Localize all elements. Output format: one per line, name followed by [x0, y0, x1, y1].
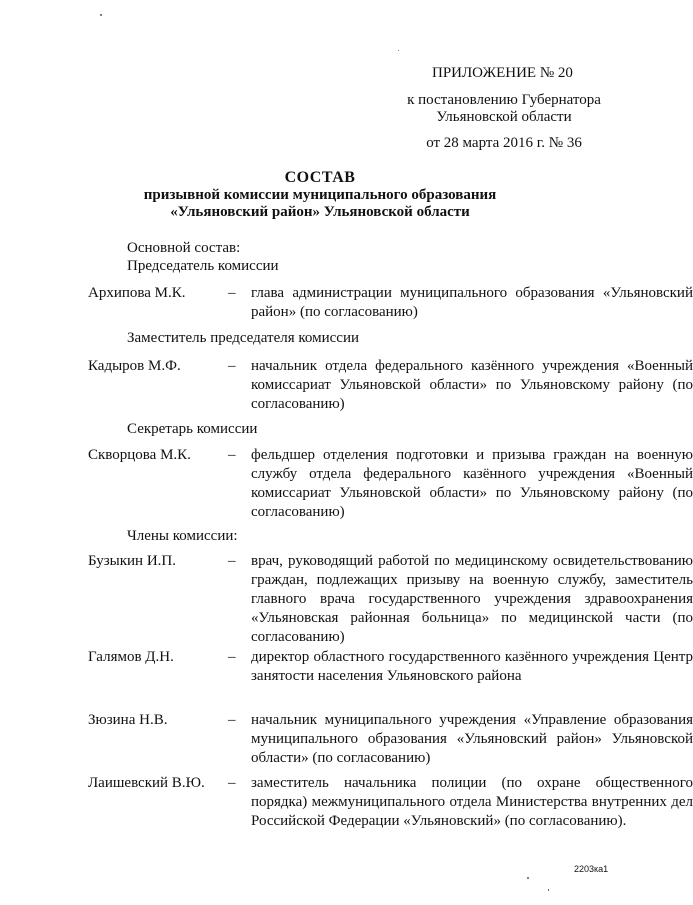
member-dash: – — [228, 285, 236, 301]
member-name: Архипова М.К. — [88, 285, 186, 301]
document-subtitle-1: призывной комиссии муниципального образования — [143, 187, 497, 203]
document-subtitle-2: «Ульяновский район» Ульяновской области — [170, 204, 470, 220]
scan-speck — [527, 877, 529, 879]
section-secretary: Секретарь комиссии — [127, 421, 258, 437]
member-description: глава администрации муниципального образования «Ульяновский район» (по согласованию) — [251, 285, 693, 320]
member-description: начальник отдела федерального казённого учреждения «Военный комиссариат Ульяновской области» по Ульяновскому району (по согласованию) — [251, 358, 693, 412]
member-description: директор областного государственного казённого учреждения Центр занятости населения Ульяновского района — [251, 649, 693, 684]
member-name: Кадыров М.Ф. — [88, 358, 181, 374]
decree-line1: к постановлению Губернатора — [407, 92, 601, 108]
member-dash: – — [228, 358, 236, 374]
document-title: СОСТАВ — [284, 169, 356, 186]
member-description: начальник муниципального учреждения «Управление образования муниципального образования «Ульяновский район» Ульяновской области» (по согласованию) — [251, 712, 693, 766]
decree-line2: Ульяновской области — [436, 109, 572, 125]
decree-date: от 28 марта 2016 г. № 36 — [426, 135, 582, 151]
scan-speck — [100, 14, 102, 16]
member-name: Галямов Д.Н. — [88, 649, 174, 665]
member-description: заместитель начальника полиции (по охране общественного порядка) межмуниципального отдела Министерства внутренних дел Российской Федерации «Ульяновский» (по согласованию). — [251, 775, 693, 829]
section-chairman: Председатель комиссии — [127, 258, 279, 274]
member-description: врач, руководящий работой по медицинскому освидетельствованию граждан, подлежащих призыву на военную службу, заместитель главного врача государственного учреждения здравоохранения «Ульяновская районная больница» по медицинской части (по согласованию) — [251, 553, 693, 645]
member-dash: – — [228, 649, 236, 665]
section-deputy: Заместитель председателя комиссии — [127, 330, 360, 346]
member-name: Лаишевский В.Ю. — [88, 775, 205, 791]
member-name: Зюзина Н.В. — [88, 712, 168, 728]
member-name: Скворцова М.К. — [88, 447, 191, 463]
appendix-label: ПРИЛОЖЕНИЕ № 20 — [432, 65, 573, 81]
member-dash: – — [228, 775, 236, 791]
section-main-staff: Основной состав: — [127, 240, 241, 256]
section-members: Члены комиссии: — [127, 528, 238, 544]
member-name: Бузыкин И.П. — [88, 553, 177, 569]
member-description: фельдшер отделения подготовки и призыва граждан на военную службу отдела федерального казённого учреждения «Военный комиссариат Ульяновской области» по Ульяновскому району (по согласованию) — [251, 447, 693, 520]
member-dash: – — [228, 553, 236, 569]
scan-speck — [548, 889, 549, 891]
scan-speck — [398, 50, 399, 51]
footer-code: 2203ка1 — [574, 864, 609, 874]
member-dash: – — [228, 712, 236, 728]
member-dash: – — [228, 447, 236, 463]
decree-reference — [404, 92, 604, 126]
